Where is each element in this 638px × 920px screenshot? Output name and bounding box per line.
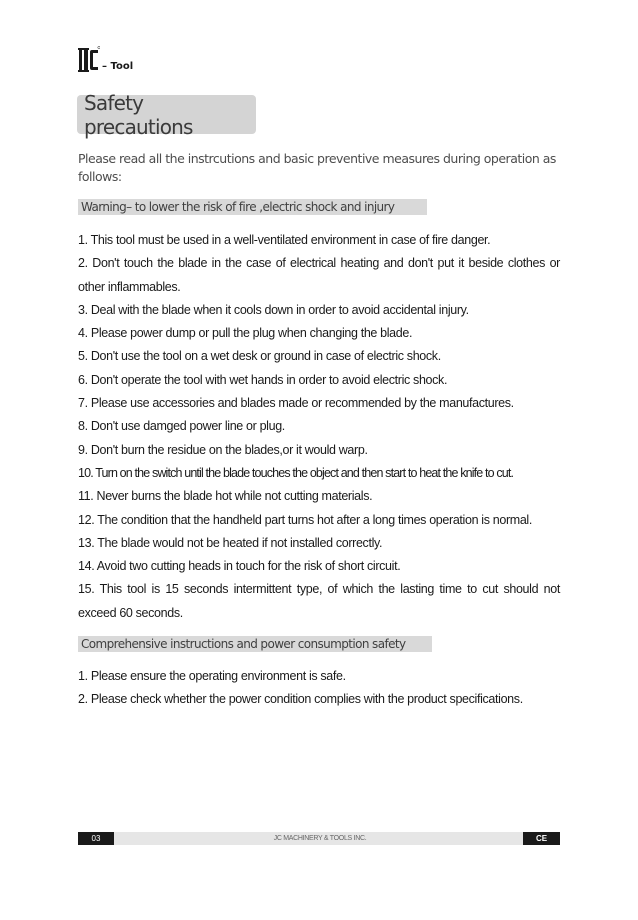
warning-list	[78, 229, 560, 625]
logo-text: – Tool	[102, 61, 134, 72]
brand-logo	[78, 44, 133, 74]
list-item: 11. Never burns the blade hot while not cutting materials.	[78, 489, 373, 504]
list-item: 1. This tool must be used in a well-ventilated environment in case of fire danger.	[78, 233, 491, 247]
page-number: 03	[78, 832, 114, 845]
list-item: 2. Don't touch the blade in the case of electrical heating and don't put it beside clothes or other inflammables.	[78, 256, 560, 294]
list-item: 2. Please check whether the power condition complies with the product specifications.	[78, 692, 523, 707]
list-item: 15. This tool is 15 seconds intermittent type, of which the lasting time to cut should not exceed 60 seconds.	[78, 582, 560, 620]
section-heading-power-safety	[78, 636, 432, 652]
footer-company: JC MACHINERY & TOOLS INC.	[273, 835, 367, 842]
page-title: Safety precautions	[84, 90, 193, 139]
ce-mark: CE	[523, 832, 560, 845]
list-item: 10. Turn on the switch until the blade touches the object and then start to heat the knife to cut.	[78, 465, 514, 480]
list-item: 12. The condition that the handheld part turns hot after a long times operation is normal.	[78, 512, 532, 527]
list-item: 3. Deal with the blade when it cools down in order to avoid accidental injury.	[78, 302, 469, 317]
power-safety-list	[78, 665, 560, 712]
list-item: 6. Don't operate the tool with wet hands in order to avoid electric shock.	[78, 372, 448, 387]
page-title-box	[77, 90, 256, 139]
list-item: 14. Avoid two cutting heads in touch for the risk of short circuit.	[78, 559, 401, 574]
jc-logo-icon	[78, 46, 100, 74]
list-item: 5. Don't use the tool on a wet desk or ground in case of electric shock.	[78, 349, 441, 364]
list-item: 9. Don't burn the residue on the blades,or it would warp.	[78, 442, 368, 457]
list-item: 4. Please power dump or pull the plug when changing the blade.	[78, 326, 413, 341]
section-heading-text: Comprehensive instructions and power consumption safety	[81, 637, 406, 651]
list-item: 13. The blade would not be heated if not installed correctly.	[78, 535, 383, 550]
intro-text: Please read all the instrcutions and basic preventive measures during operation as follows:	[78, 151, 556, 184]
list-item: 7. Please use accessories and blades made or recommended by the manufactures.	[78, 396, 514, 411]
list-item: 1. Please ensure the operating environment is safe.	[78, 669, 346, 683]
list-item: 8. Don't use damged power line or plug.	[78, 419, 285, 434]
section-heading-text: Warning– to lower the risk of fire ,electric shock and injury	[81, 200, 395, 214]
section-heading-warning	[78, 199, 427, 215]
